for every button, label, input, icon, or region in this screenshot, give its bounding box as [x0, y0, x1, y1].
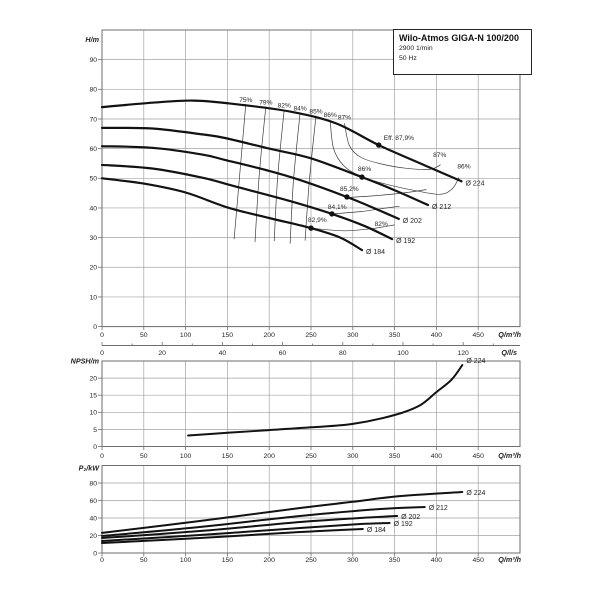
y-tick-label: 30	[89, 235, 97, 243]
y-tick-label: 5	[93, 426, 97, 434]
x-tick-label: 50	[140, 557, 148, 564]
y-tick-label: 0	[93, 443, 97, 451]
x2-tick-label: 100	[397, 350, 409, 357]
title-box	[393, 29, 532, 75]
axes	[85, 35, 521, 339]
x2-axis-unit: Q/l/s	[501, 348, 517, 357]
curve-label-202: Ø 202	[401, 513, 421, 521]
x-tick-label: 250	[305, 453, 317, 460]
axes	[79, 464, 522, 565]
y-tick-label: 60	[89, 146, 97, 154]
y-axis-unit: P₂/kW	[78, 463, 99, 473]
x-tick-label: 250	[305, 557, 317, 564]
x-tick-label: 0	[100, 453, 104, 460]
x-tick-label: 250	[305, 332, 317, 339]
efficiency-label-right-82: 82%	[374, 221, 388, 229]
curve-label-192: Ø 192	[396, 238, 416, 246]
y-tick-label: 20	[89, 264, 97, 272]
y-tick-label: 15	[89, 392, 97, 400]
curve-label-184: Ø 184	[366, 527, 386, 535]
y-tick-label: 0	[93, 324, 97, 331]
efficiency-label-right-87: 87%	[433, 151, 447, 159]
bep-label-85-2: 85,2%	[339, 185, 359, 193]
efficiency-label-86: 86%	[323, 112, 337, 120]
bep-dot-82-9	[308, 225, 313, 230]
y-tick-label: 60	[89, 497, 97, 505]
x-axis-unit: Q/m³/h	[498, 555, 521, 564]
bep-label-84-1: 84,1%	[327, 203, 347, 211]
efficiency-contour-75	[234, 104, 246, 239]
bep-dot-eff-87-9	[376, 142, 381, 147]
power-chart	[79, 464, 522, 565]
y-tick-label: 80	[89, 86, 97, 94]
x2-tick-label: 80	[338, 350, 347, 357]
x-tick-label: 50	[140, 332, 148, 339]
curve-label-202: Ø 202	[402, 217, 422, 225]
x-tick-label: 100	[179, 557, 192, 564]
x-tick-label: 150	[221, 453, 234, 460]
x-tick-label: 200	[263, 453, 275, 460]
y-tick-label: 40	[89, 205, 97, 213]
curve-label-224: Ø 224	[465, 180, 485, 188]
efficiency-label-82: 82%	[277, 102, 291, 110]
x-tick-label: 400	[430, 557, 443, 564]
x2-tick-label: 40	[218, 350, 227, 357]
x-tick-label: 400	[430, 332, 443, 339]
x-tick-label: 200	[263, 557, 275, 564]
x-tick-label: 0	[100, 557, 104, 564]
efficiency-label-84: 84%	[293, 105, 307, 113]
efficiency-contour-79	[255, 107, 266, 243]
efficiency-label-85: 85%	[309, 108, 323, 116]
x-tick-label: 0	[100, 332, 104, 339]
x-axis-unit: Q/m³/h	[498, 330, 521, 339]
efficiency-label-75: 75%	[239, 97, 253, 105]
x-axis-unit: Q/m³/h	[498, 451, 521, 460]
y-tick-label: 10	[89, 409, 97, 417]
x-tick-label: 300	[347, 332, 359, 339]
x-tick-label: 450	[472, 332, 484, 339]
x-tick-label: 150	[221, 557, 234, 564]
curve-label-192: Ø 192	[393, 520, 413, 528]
bep-label-eff-87-9: Eff. 87,9%	[383, 135, 415, 143]
y-tick-label: 40	[89, 515, 97, 523]
x-tick-label: 150	[221, 332, 234, 339]
y-axis-unit: H/m	[85, 35, 99, 44]
bep-dot-86	[359, 174, 364, 179]
y-tick-label: 70	[89, 116, 97, 124]
efficiency-label-87: 87%	[337, 114, 352, 122]
x2-tick-label: 60	[278, 350, 287, 357]
curve-label-224: Ø 224	[466, 490, 486, 498]
y-tick-label: 90	[89, 57, 97, 65]
axes	[71, 357, 522, 461]
curve-224	[188, 365, 462, 435]
head-chart	[85, 30, 521, 357]
efficiency-contour-87	[344, 123, 440, 169]
y-tick-label: 20	[89, 375, 97, 383]
pump-frequency: 50 Hz	[399, 54, 417, 62]
bep-label-82-9: 82,9%	[308, 217, 327, 225]
x2-tick-label: 20	[158, 350, 166, 357]
x-tick-label: 450	[472, 453, 484, 460]
flow-ls-axis	[100, 342, 520, 357]
bep-dot-85-2	[344, 194, 349, 199]
x-tick-label: 350	[388, 332, 401, 339]
bep-dot-84-1	[329, 211, 334, 216]
x-tick-label: 300	[347, 453, 359, 460]
x2-tick-label: 0	[100, 350, 104, 357]
y-tick-label: 80	[89, 480, 97, 488]
curve-label-224: Ø 224	[466, 358, 486, 366]
efficiency-label-right-86: 86%	[457, 163, 471, 171]
x-tick-label: 200	[263, 332, 275, 339]
x-tick-label: 300	[347, 557, 359, 564]
x-tick-label: 400	[430, 453, 443, 460]
curve-label-212: Ø 212	[428, 504, 448, 512]
efficiency-label-79: 79%	[259, 99, 273, 107]
x-tick-label: 350	[388, 453, 401, 460]
x-tick-label: 100	[179, 332, 192, 339]
y-axis-unit: NPSH/m	[70, 356, 99, 366]
y-tick-label: 0	[93, 550, 97, 558]
pump-model: Wilo-Atmos GIGA-N 100/200	[399, 33, 519, 43]
x-tick-label: 50	[140, 453, 148, 460]
curve-label-212: Ø 212	[432, 203, 452, 211]
curve-192	[102, 165, 392, 239]
bep-label-86: 86%	[357, 166, 372, 174]
x-tick-label: 350	[388, 557, 401, 564]
curve-label-184: Ø 184	[365, 249, 386, 257]
x2-tick-label: 120	[457, 350, 469, 357]
y-tick-label: 10	[89, 294, 97, 302]
y-tick-label: 50	[89, 175, 97, 183]
x-tick-label: 100	[179, 453, 192, 460]
y-tick-label: 20	[89, 532, 97, 540]
npsh-chart	[71, 357, 522, 461]
pump-speed: 2900 1/min	[399, 44, 433, 52]
x-tick-label: 450	[472, 557, 484, 564]
